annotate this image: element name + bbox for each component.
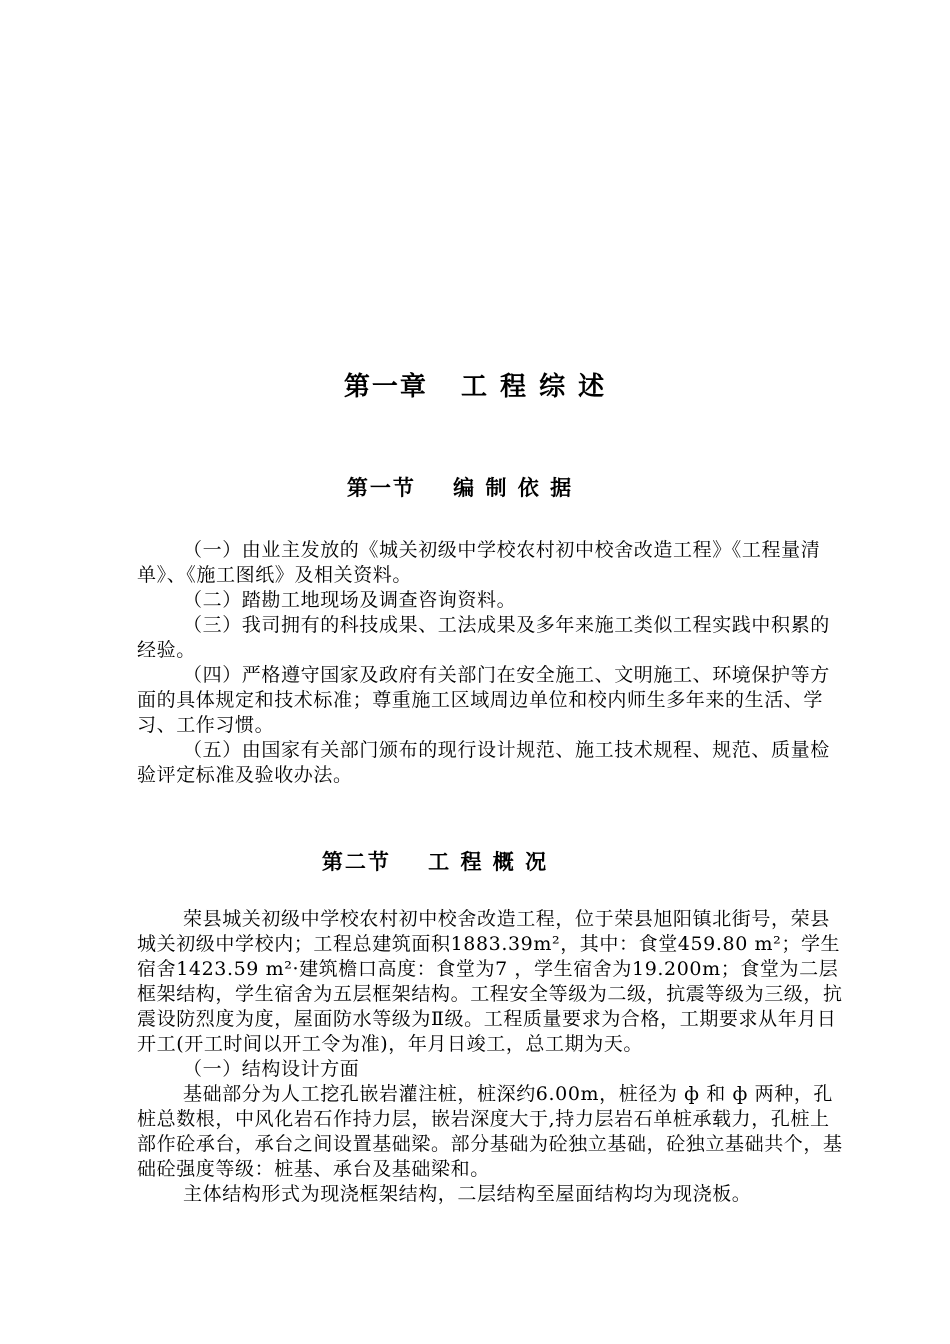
paragraph: （四）严格遵守国家及政府有关部门在安全施工、文明施工、环境保护等方面的具体规定和技术标准；尊重施工区域周边单位和校内师生多年来的生活、学习、工作习惯。 xyxy=(137,664,830,736)
chapter-title: 第一章 工 程 综 述 xyxy=(343,372,607,402)
paragraph: （一）由业主发放的《城关初级中学校农村初中校舍改造工程》《工程量清单》、《施工图纸》及相关资料。 xyxy=(137,539,821,586)
paragraph: （一）结构设计方面 xyxy=(183,1058,360,1080)
paragraph: （三）我司拥有的科技成果、工法成果及多年来施工类似工程实践中积累的经验。 xyxy=(137,614,830,661)
paragraph: 荣县城关初级中学校农村初中校舍改造工程，位于荣县旭阳镇北街号，荣县城关初级中学校内；工程总建筑面积1883.39m²，其中：食堂459.80 m²；学生宿舍1423.59 m²·建筑檐口高度：食堂为7 ，学生宿舍为19.200m；食堂为二层框架结构，学生宿舍为五层框架结构。工程安全等级为二级，抗震等级为三级，抗震设防烈度为度，屋面防水等级为Ⅱ级。工程质量要求为合格，工期要求从年月日开工(开工时间以开工令为准)，年月日竣工，总工期为天。 xyxy=(137,908,843,1055)
paragraph: 基础部分为人工挖孔嵌岩灌注桩，桩深约6.00m，桩径为 ф 和 ф 两种，孔桩总数根，中风化岩石作持力层，嵌岩深度大于,持力层岩石单桩承载力，孔桩上部作砼承台，承台之间设置基础梁。部分基础为砼独立基础，砼独立基础共个，基础砼强度等级：桩基、承台及基础梁和。 xyxy=(137,1083,843,1180)
section-compilation-basis-body xyxy=(137,538,843,788)
section-project-overview-body xyxy=(137,907,843,1207)
paragraph: （二）踏勘工地现场及调查咨询资料。 xyxy=(183,589,517,611)
paragraph: （五）由国家有关部门颁布的现行设计规范、施工技术规程、规范、质量检验评定标准及验收办法。 xyxy=(137,739,830,786)
section-title-compilation-basis: 第一节 编 制 依 据 xyxy=(346,476,574,500)
section-title-project-overview: 第二节 工 程 概 况 xyxy=(321,850,549,874)
paragraph: 主体结构形式为现浇框架结构，二层结构至屋面结构均为现浇板。 xyxy=(183,1183,752,1205)
